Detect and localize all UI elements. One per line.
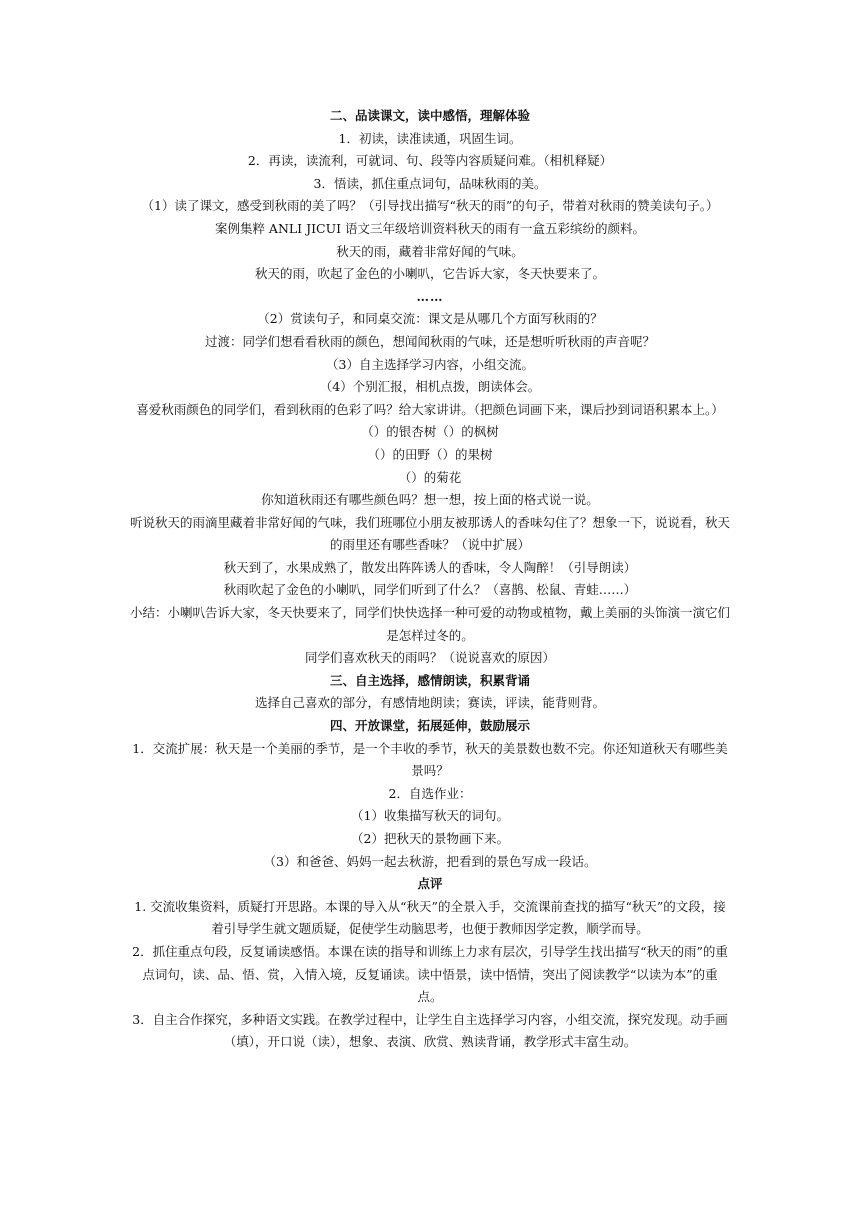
text-line: （）的田野（）的果树 xyxy=(367,446,493,462)
section-heading: 四、开放课堂，拓展延伸，鼓励展示 xyxy=(329,718,530,734)
text-line: 1. 交流收集资料，质疑打开思路。本课的导入从“秋天”的全景入手，交流课前查找的描写“秋天”的文段，接着引导学生就文题质疑，促使学生动脑思考，也便于教师因学定教，顺学而导。 xyxy=(134,898,726,937)
text-line: 小结：小喇叭告诉大家，冬天快要来了，同学们快快选择一种可爱的动物或植物，戴上美丽的头饰演一演它们是怎样过冬的。 xyxy=(130,605,731,643)
text-line: （2）赏读句子，和同桌交流：课文是从哪几个方面写秋雨的？ xyxy=(257,311,603,327)
section-heading: 二、品读课文，读中感悟，理解体验 xyxy=(329,108,530,123)
text-line: 听说秋天的雨滴里藏着非常好闻的气味，我们班哪位小朋友被那诱人的香味勾住了？想象一下，说说看，秋天的雨里还有哪些香味？（说中扩展） xyxy=(130,514,731,553)
text-line: （1）读了课文，感受到秋雨的美了吗？（引导找出描写“秋天的雨”的句子，带着对秋雨的赞美读句子。） xyxy=(141,198,719,214)
document-body xyxy=(130,105,730,1054)
section-heading: 点评 xyxy=(417,876,443,892)
text-line: （2）把秋天的景物画下来。 xyxy=(351,831,509,846)
text-line: （3）和爸爸、妈妈一起去秋游，把看到的景色写成一段话。 xyxy=(263,853,597,869)
text-line: 3．悟读，抓住重点词句，品味秋雨的美。 xyxy=(313,175,547,191)
text-line: 2．自选作业： xyxy=(388,785,472,801)
text-line: 选择自己喜欢的部分，有感情地朗读；赛读，评读，能背则背。 xyxy=(254,695,605,711)
text-line: 2．再读，读流利，可就词、句、段等内容质疑问难。（相机释疑） xyxy=(247,153,613,169)
text-line: 喜爱秋雨颜色的同学们，看到秋雨的色彩了吗？给大家讲讲。（把颜色词画下来，课后抄到词语积累本上。） xyxy=(136,401,724,417)
text-line: 秋雨吹起了金色的小喇叭，同学们听到了什么？（喜鹊、松鼠、青蛙……） xyxy=(223,582,637,598)
text-line: 秋天的雨，藏着非常好闻的气味。 xyxy=(336,243,524,259)
text-line: 秋天到了，水果成熟了，散发出阵阵诱人的香味，令人陶醉！（引导朗读） xyxy=(223,559,637,575)
text-line: 过渡：同学们想看看秋雨的颜色，想闻闻秋雨的气味，还是想听听秋雨的声音呢？ xyxy=(204,333,655,349)
text-line: 2．抓住重点句段，反复诵读感悟。本课在读的指导和训练上力求有层次，引导学生找出描写“秋天的雨”的重点词句，读、品、悟、赏，入情入境，反复诵读。读中悟景，读中悟情，突出了阅读教学“以读为本”的重点。 xyxy=(132,943,728,1005)
text-line: （）的菊花 xyxy=(398,469,462,485)
text-line: （3）自主选择学习内容，小组交流。 xyxy=(326,356,534,372)
text-line: （4）个别汇报，相机点拨，朗读体会。 xyxy=(319,379,541,395)
text-line: 1．初读，读准读通，巩固生词。 xyxy=(338,130,522,146)
text-line: 秋天的雨，吹起了金色的小喇叭，它告诉大家，冬天快要来了。 xyxy=(254,266,605,282)
text-line: 3．自主合作探究，多种语文实践。在教学过程中，让学生自主选择学习内容，小组交流，探究发现。动手画（填），开口说（读），想象、表演、欣赏、熟读背诵，教学形式丰富生动。 xyxy=(132,1011,728,1050)
text-line: 同学们喜欢秋天的雨吗？（说说喜欢的原因） xyxy=(304,650,555,666)
text-line: （1）收集描写秋天的词句。 xyxy=(351,808,509,824)
text-line: （）的银杏树（）的枫树 xyxy=(361,424,499,440)
text-line: 案例集粹 ANLI JICUI 语文三年级培训资料秋天的雨有一盒五彩缤纷的颜料。 xyxy=(214,220,646,236)
text-line: 你知道秋雨还有哪些颜色吗？想一想，按上面的格式说一说。 xyxy=(261,492,599,508)
section-heading: 三、自主选择，感情朗读，积累背诵 xyxy=(329,672,530,688)
text-line: …… xyxy=(416,288,444,304)
text-line: 1．交流扩展：秋天是一个美丽的季节，是一个丰收的季节，秋天的美景数也数不完。你还知道秋天有哪些美景吗？ xyxy=(132,740,728,779)
